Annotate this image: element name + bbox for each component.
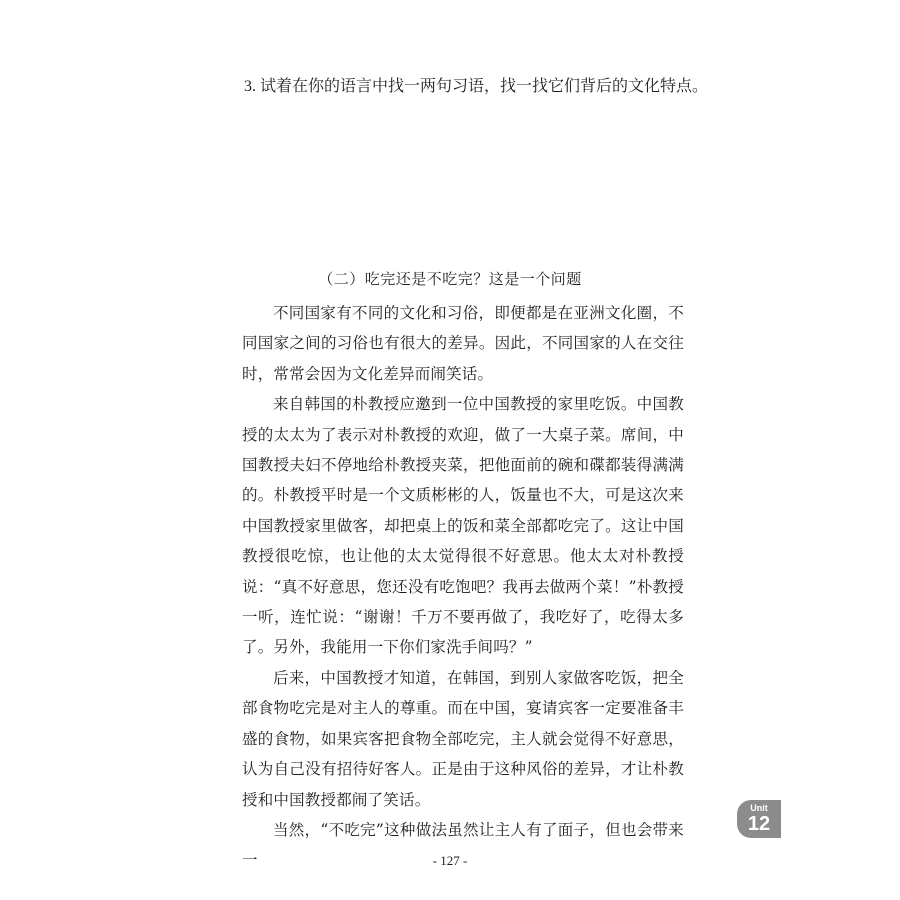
exercise-question: 3. 试着在你的语言中找一两句习语，找一找它们背后的文化特点。 xyxy=(244,78,709,95)
paragraph: 当然，“不吃完”这种做法虽然让主人有了面子，但也会带来一 xyxy=(242,820,684,870)
article-body xyxy=(242,298,684,876)
paragraph: 来自韩国的朴教授应邀到一位中国教授的家里吃饭。中国教授的太太为了表示对朴教授的欢迎，做了一大桌子菜。席间，中国教授夫妇不停地给朴教授夹菜，把他面前的碗和碟都装得满满的。朴教授平时是一个文质彬彬的人，饭量也不大，可是这次来中国教授家里做客，却把桌上的饭和菜全部都吃完了。这让中国教授很吃惊，也让他的太太觉得很不好意思。他太太对朴教授说：“真不好意思，您还没有吃饱吧？我再去做两个菜！”朴教授一听，连忙说：“谢谢！千万不要再做了，我吃好了，吃得太多了。另外，我能用一下你们家洗手间吗？” xyxy=(242,395,684,657)
paragraph: 不同国家有不同的文化和习俗，即便都是在亚洲文化圈，不同国家之间的习俗也有很大的差异。因此，不同国家的人在交往时，常常会因为文化差异而闹笑话。 xyxy=(242,304,684,383)
paragraph: 后来，中国教授才知道，在韩国，到别人家做客吃饭，把全部食物吃完是对主人的尊重。而在中国，宴请宾客一定要准备丰盛的食物，如果宾客把食物全部吃完，主人就会觉得不好意思，认为自己没有招待好客人。正是由于这种风俗的差异，才让朴教授和中国教授都闹了笑话。 xyxy=(242,668,684,809)
section-title: （二）吃完还是不吃完？这是一个问题 xyxy=(318,270,582,288)
page-number: - 127 - xyxy=(432,853,468,868)
unit-label: Unit xyxy=(750,803,768,813)
unit-number: 12 xyxy=(747,813,771,835)
unit-tab xyxy=(737,800,781,838)
